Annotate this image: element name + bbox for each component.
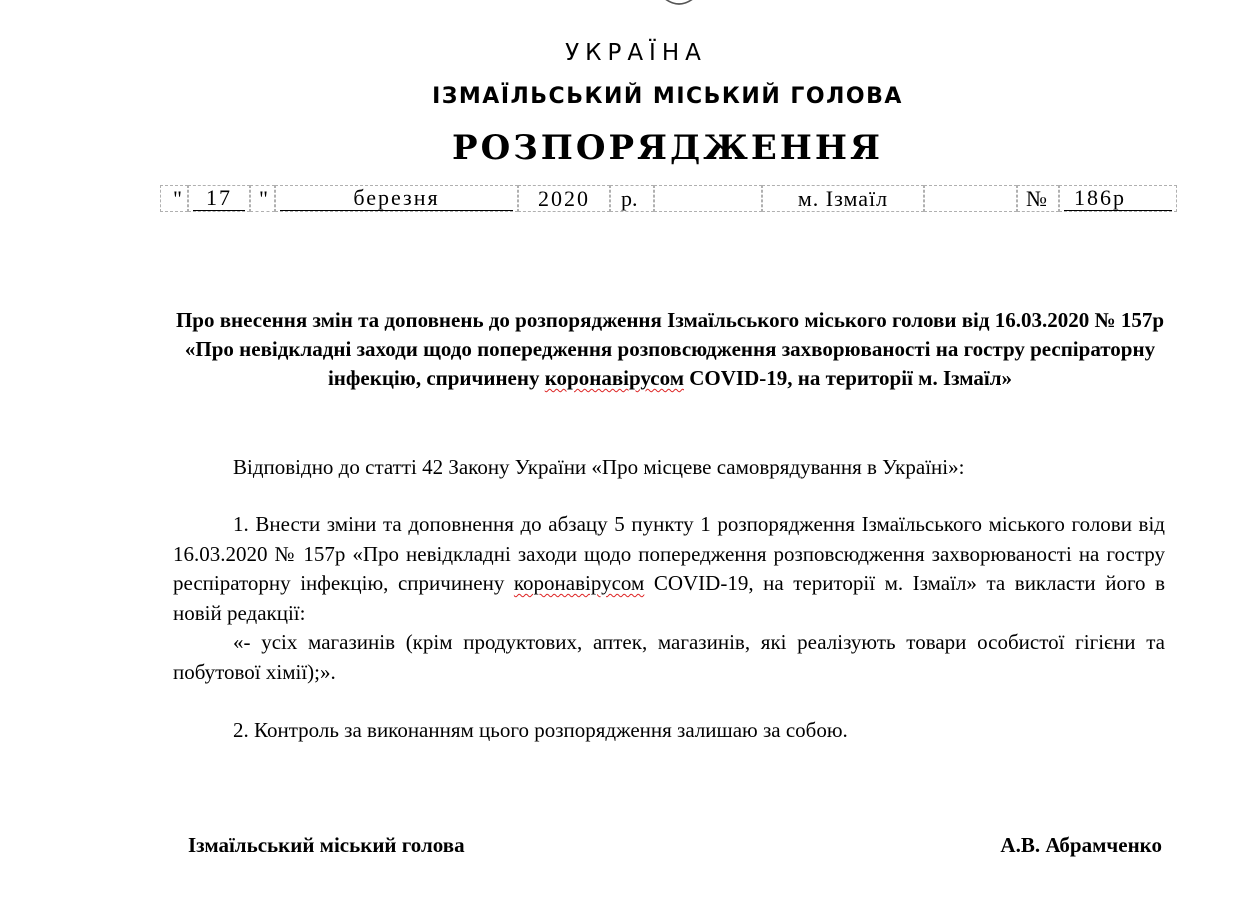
coat-of-arms-emblem xyxy=(662,0,696,6)
document-type-heading: РОЗПОРЯДЖЕННЯ xyxy=(452,128,883,168)
preamble-paragraph: Відповідно до статті 42 Закону України «Про місцеве самоврядування в Україні»: xyxy=(233,455,965,479)
item-1-quote-paragraph: «- усіх магазинів (крім продуктових, аптек, магазинів, які реалізують товари особистої гігієни та побутової хімії);». xyxy=(173,630,1165,684)
registration-year-cell xyxy=(518,185,610,212)
registration-month-cell xyxy=(275,185,518,212)
item-2-paragraph: 2. Контроль за виконанням цього розпорядження залишаю за собою. xyxy=(233,718,848,742)
registration-gap-2 xyxy=(924,185,1017,212)
registration-gap xyxy=(654,185,762,212)
signatory-name: А.В. Абрамченко xyxy=(1000,833,1162,857)
registration-number-sign: № xyxy=(1017,185,1059,212)
registration-row xyxy=(0,185,1250,212)
spellcheck-word: коронавірусом xyxy=(544,366,684,390)
registration-day: 17 xyxy=(193,186,245,211)
registration-place-cell xyxy=(762,185,924,212)
country-heading: УКРАЇНА xyxy=(565,40,707,66)
registration-year: 2020 xyxy=(538,186,590,211)
registration-place: м. Ізмаїл xyxy=(797,186,889,211)
registration-year-suffix: р. xyxy=(610,185,654,212)
item-1-paragraph: 1. Внести зміни та доповнення до абзацу 5 пункту 1 розпорядження Ізмаїльського міського голови від 16.03.2020 № 157р «Про невідкладні заходи щодо попередження розповсюдження захворюваності на гостру респіраторну інфекцію, спричинену коронавірусом COVID-19, на території м. Ізмаїл» та викласти його в новій редакції: xyxy=(173,512,1166,625)
registration-quote-close: " xyxy=(250,185,275,212)
registration-quote-open: " xyxy=(160,185,188,212)
registration-day-cell xyxy=(188,185,250,212)
office-heading: ІЗМАЇЛЬСЬКИЙ МІСЬКИЙ ГОЛОВА xyxy=(432,84,903,109)
registration-number-cell xyxy=(1059,185,1177,212)
registration-number: 186р xyxy=(1064,186,1172,211)
registration-month: березня xyxy=(280,186,513,211)
signatory-position: Ізмаїльський міський голова xyxy=(188,833,465,857)
spellcheck-word: коронавірусом xyxy=(513,571,645,595)
document-title: Про внесення змін та доповнень до розпорядження Ізмаїльського міського голови від 16.03.2020 № 157р «Про невідкладні заходи щодо попередження розповсюдження захворюваності на гостру респіраторну інфекцію, спричинену коронавірусом COVID-19, на території м. Ізмаїл» xyxy=(175,308,1165,390)
